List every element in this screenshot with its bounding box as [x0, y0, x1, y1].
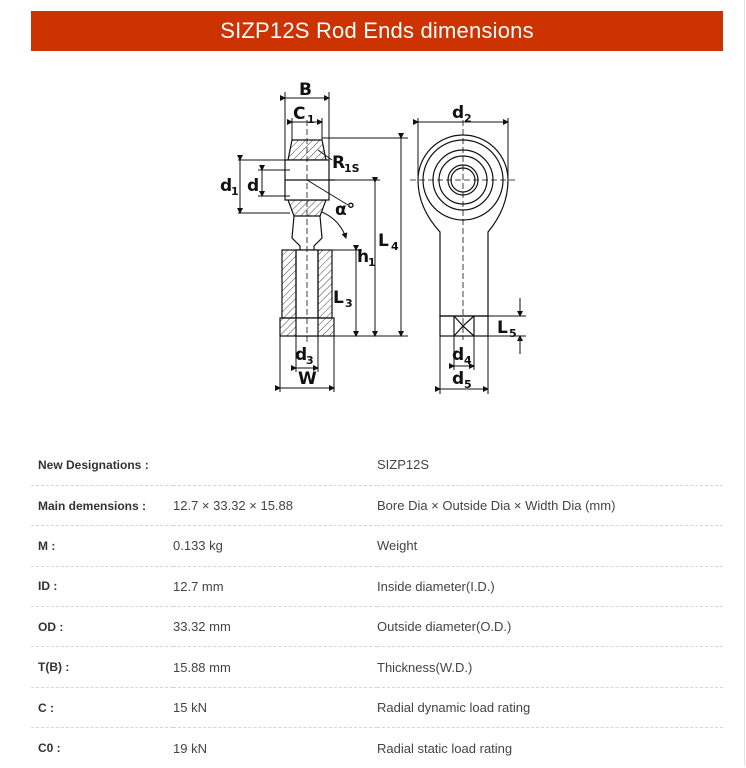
label-d3: d: [295, 345, 308, 365]
label-d: d: [247, 176, 260, 196]
label-d1: d: [220, 176, 233, 196]
label-d1-sub: 1: [231, 185, 239, 198]
label-R1s-sub: 1S: [344, 162, 360, 175]
spec-label: T(B) :: [38, 660, 70, 675]
spec-row-weight: [31, 526, 723, 566]
spec-row-designation: [31, 445, 723, 485]
spec-value: [173, 445, 377, 485]
spec-label: New Designations :: [38, 457, 149, 472]
spec-desc: Thickness(W.D.): [377, 659, 473, 675]
label-R1s: R: [332, 153, 346, 173]
spec-value: 15.88 mm: [173, 659, 231, 675]
spec-value: 15 kN: [173, 700, 207, 716]
label-L5: L: [497, 318, 508, 338]
spec-value: 12.7 mm: [173, 578, 224, 594]
label-L3-sub: 3: [345, 297, 353, 310]
front-hex: [440, 316, 488, 336]
side-labels: [220, 80, 399, 389]
spec-desc: Inside diameter(I.D.): [377, 578, 495, 594]
label-h1: h: [357, 247, 370, 267]
page-title-text: SIZP12S Rod Ends dimensions: [220, 18, 534, 43]
label-h1-sub: 1: [368, 256, 376, 269]
spec-row-outside-diameter: [31, 607, 723, 647]
label-L4-sub: 4: [391, 240, 399, 253]
spec-desc: Bore Dia × Outside Dia × Width Dia (mm): [377, 498, 616, 514]
spec-label: C0 :: [38, 741, 61, 756]
page-title: [31, 11, 723, 51]
spec-table: [31, 445, 723, 768]
label-L5-sub: 5: [509, 327, 517, 340]
label-W: W: [298, 369, 317, 389]
spec-row-main-dimensions: [31, 485, 723, 525]
spec-label: C :: [38, 700, 54, 715]
spec-desc: Outside diameter(O.D.): [377, 619, 512, 635]
front-view: [410, 120, 516, 340]
spec-label: Main demensions :: [38, 498, 147, 513]
label-C1-sub: 1: [307, 113, 315, 126]
spec-value: 12.7 × 33.32 × 15.88: [173, 498, 293, 514]
spec-label: ID :: [38, 579, 58, 594]
label-d5: d: [452, 369, 465, 389]
label-d2-sub: 2: [464, 112, 472, 125]
label-L3: L: [333, 288, 344, 308]
label-L4: L: [378, 231, 389, 251]
spec-row-thickness: [31, 647, 723, 687]
spec-row-static-load: [31, 728, 723, 768]
label-d4-sub: 4: [464, 354, 472, 367]
spec-desc: Radial static load rating: [377, 740, 513, 756]
spec-desc: SIZP12S: [377, 457, 430, 473]
spec-label: M :: [38, 538, 56, 553]
spec-row-inside-diameter: [31, 566, 723, 606]
spec-desc: Weight: [377, 538, 418, 554]
label-C1: C: [293, 104, 306, 124]
spec-label: OD :: [38, 619, 64, 634]
label-d5-sub: 5: [464, 378, 472, 391]
label-B: B: [299, 80, 312, 100]
rod-end-dimension-drawing: [0, 60, 746, 420]
front-dimensions: [418, 118, 526, 394]
spec-row-dynamic-load: [31, 687, 723, 727]
label-alpha: α°: [335, 200, 356, 220]
spec-value: 19 kN: [173, 740, 207, 756]
side-view: [280, 120, 335, 345]
label-d3-sub: 3: [306, 354, 314, 367]
label-d4: d: [452, 345, 465, 365]
front-head-outline: [418, 135, 508, 316]
label-d2: d: [452, 103, 465, 123]
spec-value: 33.32 mm: [173, 619, 231, 635]
spec-desc: Radial dynamic load rating: [377, 700, 531, 716]
spec-value: 0.133 kg: [173, 538, 223, 554]
